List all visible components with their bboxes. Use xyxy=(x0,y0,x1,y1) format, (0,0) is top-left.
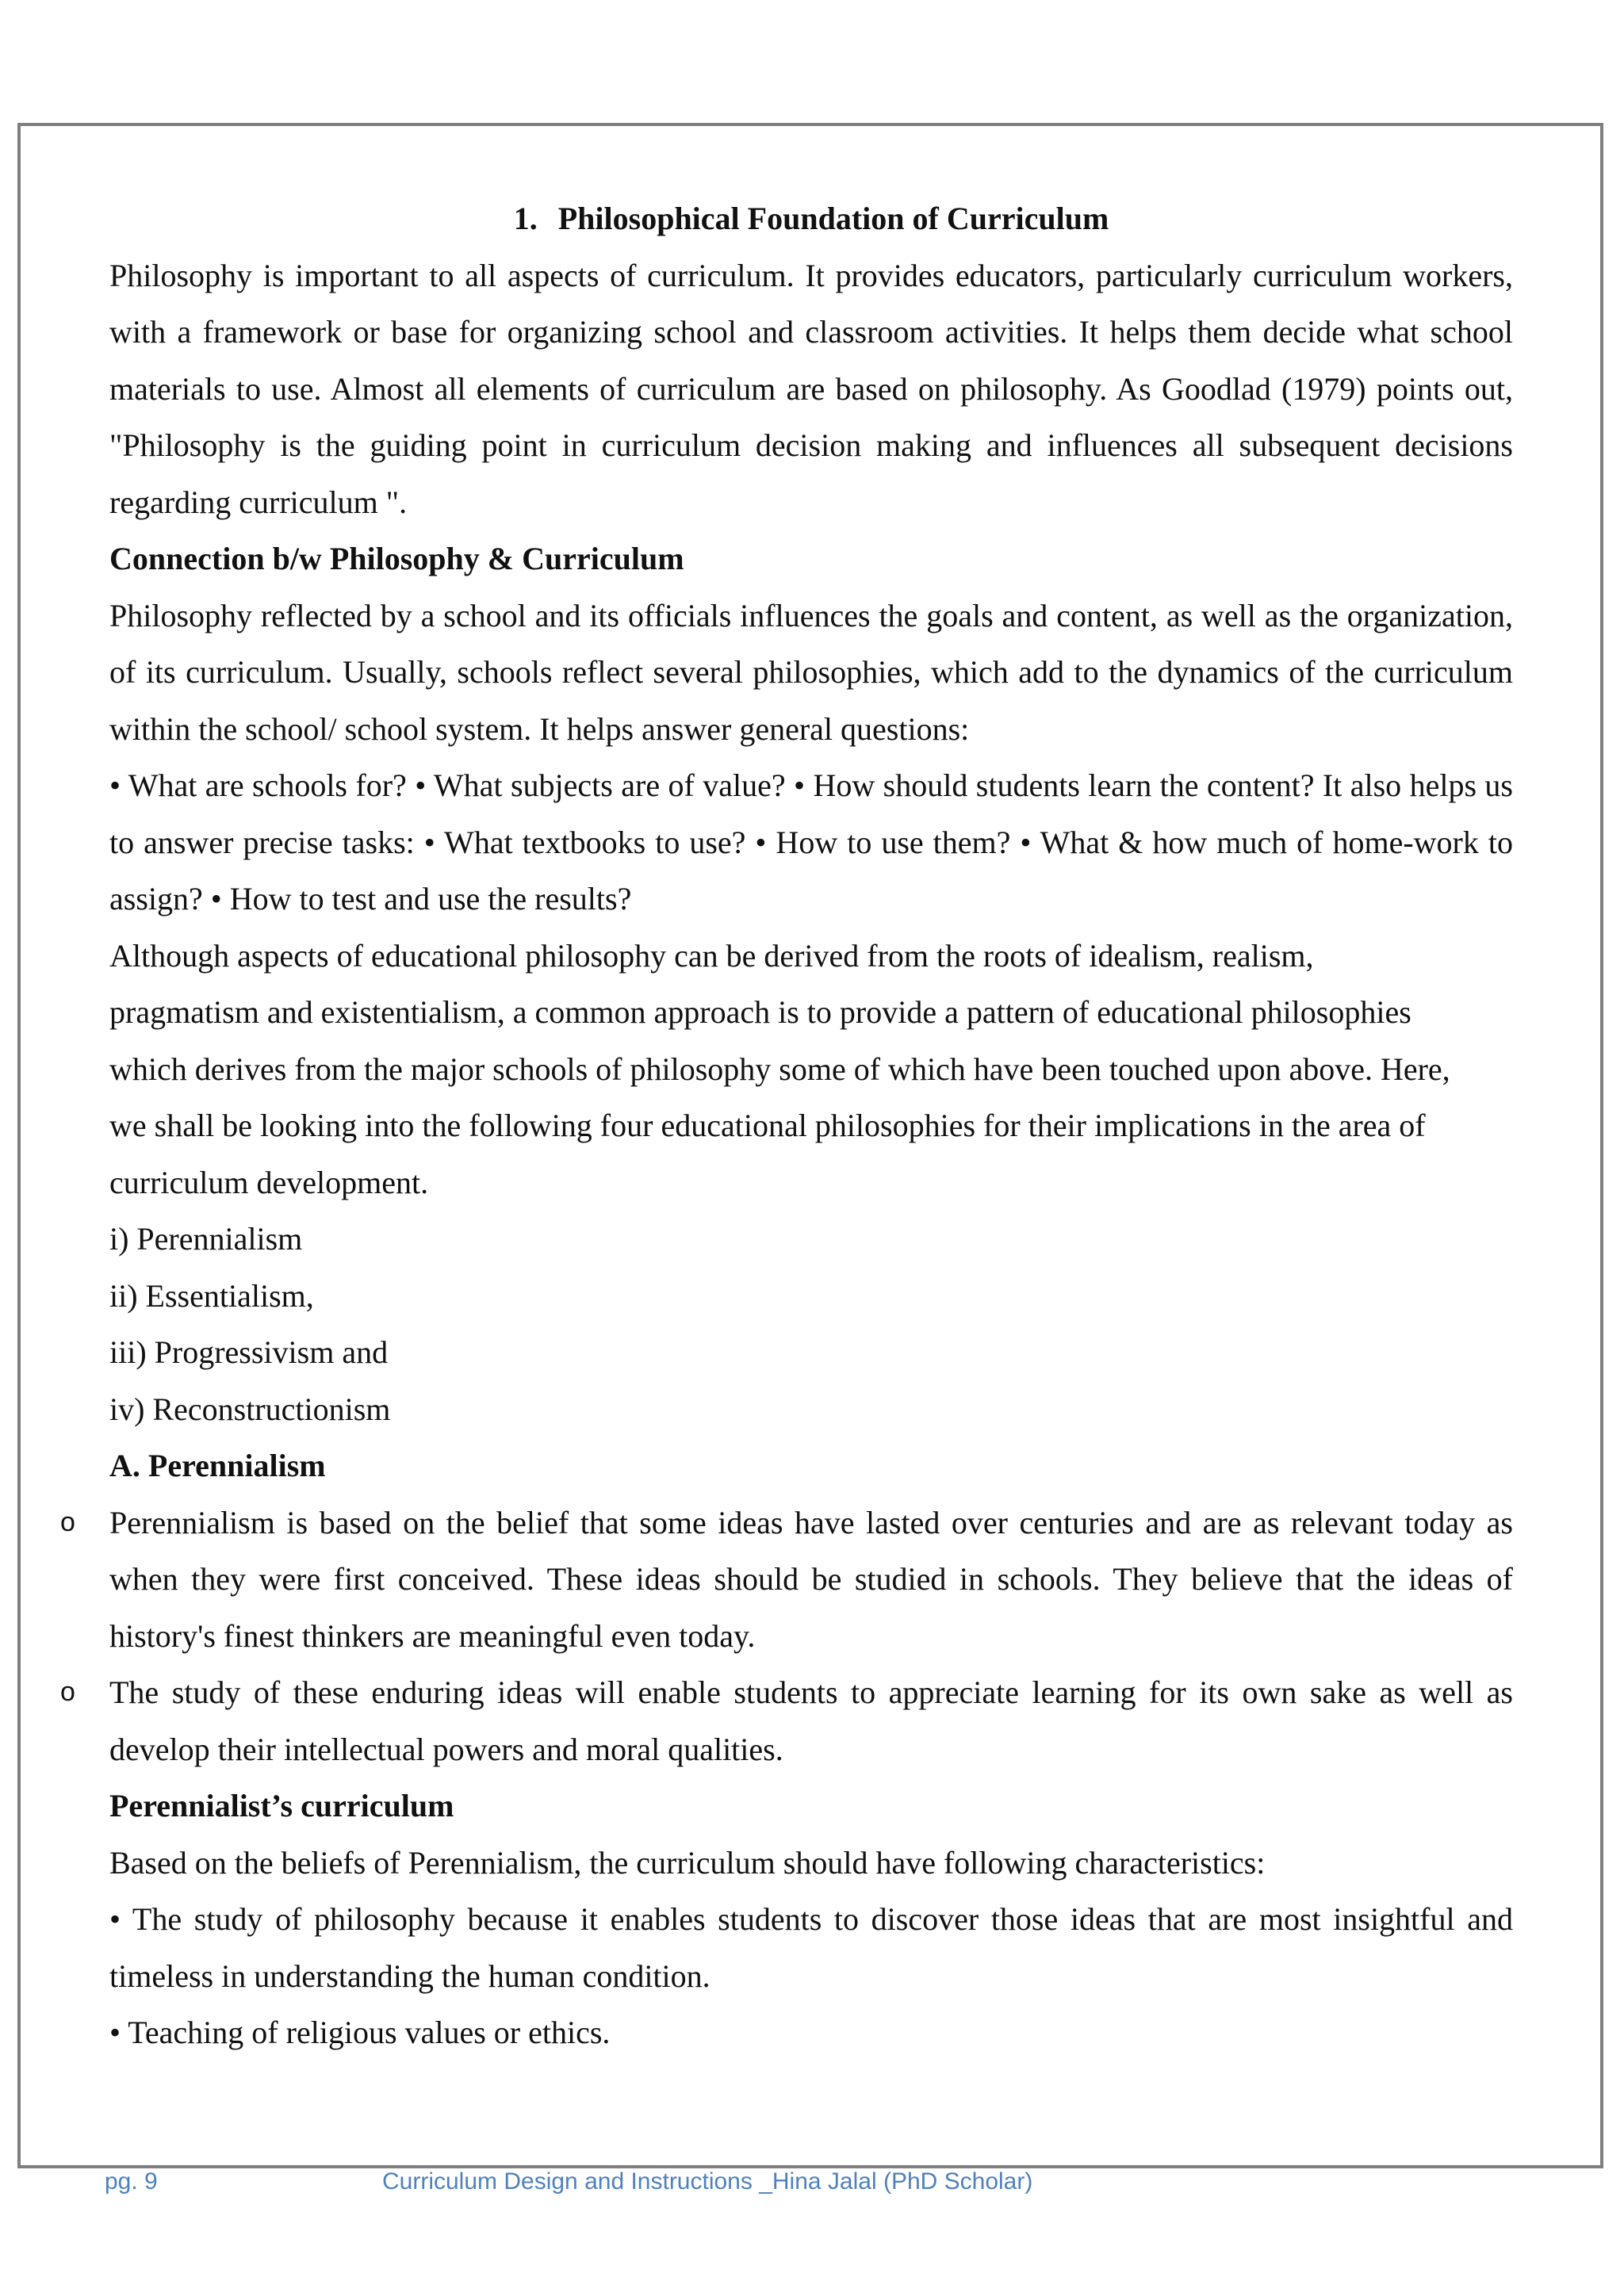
connection-heading: Connection b/w Philosophy & Curriculum xyxy=(109,541,684,576)
perennialism-point xyxy=(60,1664,1513,1777)
perennialism-heading: A. Perennialism xyxy=(109,1448,326,1483)
philosophy-list-item: ii) Essentialism, xyxy=(109,1277,314,1314)
questions-paragraph: • What are schools for? • What subjects are of value? • How should students learn the content? It also helps us to answer precise tasks: • What textbooks to use? • How to use them? • What & how much of home-work to assign? • How to test and use the results? xyxy=(109,767,1513,916)
curriculum-point: • The study of philosophy because it enables students to discover those ideas that are most insightful and timeless in understanding the human condition. xyxy=(109,1901,1513,1994)
approach-line: we shall be looking into the following four educational philosophies for their implications in the area of xyxy=(109,1108,1426,1143)
bullet-marker-icon: o xyxy=(60,1677,75,1707)
approach-line: pragmatism and existentialism, a common approach is to provide a pattern of educational philosophies xyxy=(109,994,1411,1030)
curriculum-heading: Perennialist’s curriculum xyxy=(109,1788,454,1823)
perennialism-point-text: Perennialism is based on the belief that some ideas have lasted over centuries and are as relevant today as when they were first conceived. These ideas should be studied in schools. They believe that the ideas of history's finest thinkers are meaningful even today. xyxy=(109,1504,1513,1654)
curriculum-point: • Teaching of religious values or ethics. xyxy=(109,2015,611,2050)
section-title-text: Philosophical Foundation of Curriculum xyxy=(557,201,1109,236)
curriculum-intro: Based on the beliefs of Perennialism, the curriculum should have following characteristics: xyxy=(109,1844,1266,1881)
intro-paragraph: Philosophy is important to all aspects of curriculum. It provides educators, particularly curriculum workers, with a framework or base for organizing school and classroom activities. It helps them decide what school materials to use. Almost all elements of curriculum are based on philosophy. As Goodlad (1979) points out, "Philosophy is the guiding point in curriculum decision making and influences all subsequent decisions regarding curriculum ". xyxy=(109,257,1513,520)
approach-line: curriculum development. xyxy=(109,1164,429,1200)
approach-line: which derives from the major schools of philosophy some of which have been touched upon above. Here, xyxy=(109,1050,1450,1087)
perennialism-point xyxy=(60,1494,1513,1665)
philosophy-list-item: iii) Progressivism and xyxy=(109,1334,389,1370)
page-number: pg. 9 xyxy=(105,2168,158,2195)
section-number: 1. xyxy=(513,201,538,236)
footer-title: Curriculum Design and Instructions _Hina Jalal (PhD Scholar) xyxy=(382,2168,1033,2195)
section-title xyxy=(109,190,1513,247)
philosophy-list-item: i) Perennialism xyxy=(109,1221,303,1257)
connection-paragraph: Philosophy reflected by a school and its officials influences the goals and content, as well as the organization, of its curriculum. Usually, schools reflect several philosophies, which add to the dynamics of the curriculum within the school/ school system. It helps answer general questions: xyxy=(109,597,1513,747)
perennialism-point-text: The study of these enduring ideas will enable students to appreciate learning for its own sake as well as develop their intellectual powers and moral qualities. xyxy=(109,1674,1513,1767)
bullet-marker-icon: o xyxy=(60,1506,75,1537)
philosophy-list-item: iv) Reconstructionism xyxy=(109,1391,391,1427)
approach-line: Although aspects of educational philosophy can be derived from the roots of idealism, realism, xyxy=(109,937,1314,974)
document-body xyxy=(60,190,1513,2061)
